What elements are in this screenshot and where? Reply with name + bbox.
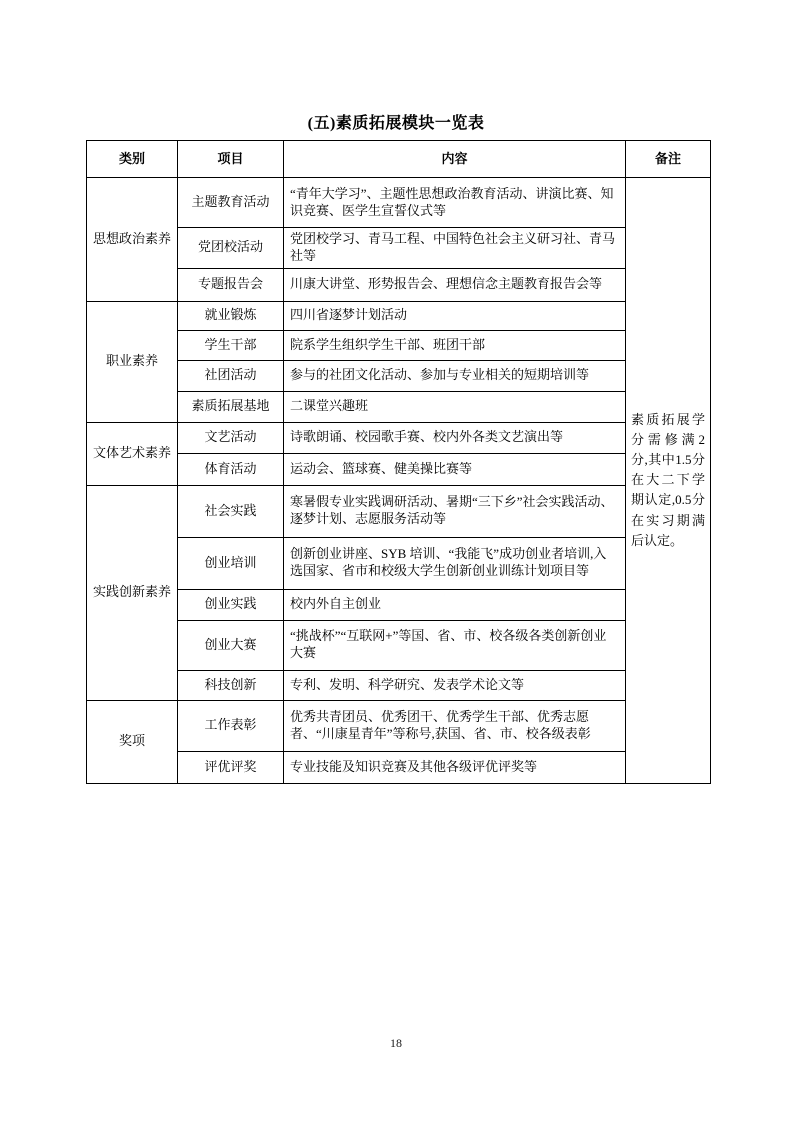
- project-cell: 创业实践: [178, 589, 284, 620]
- table-row: [87, 422, 711, 453]
- table-row: [87, 391, 711, 422]
- content-cell: 四川省逐梦计划活动: [284, 301, 626, 330]
- content-cell: 川康大讲堂、形势报告会、理想信念主题教育报告会等: [284, 268, 626, 301]
- project-cell: 专题报告会: [178, 268, 284, 301]
- table-header-row: [87, 141, 711, 178]
- quality-development-table: [86, 140, 711, 784]
- category-cell: 实践创新素养: [87, 485, 178, 700]
- remark-cell: [626, 178, 711, 784]
- table-row: [87, 453, 711, 485]
- table-row: [87, 360, 711, 391]
- project-cell: 就业锻炼: [178, 301, 284, 330]
- header-project: 项目: [178, 141, 284, 178]
- project-cell: 素质拓展基地: [178, 391, 284, 422]
- table-row: [87, 589, 711, 620]
- content-cell: 二课堂兴趣班: [284, 391, 626, 422]
- table-row: [87, 268, 711, 301]
- project-cell: 科技创新: [178, 670, 284, 700]
- project-cell: 学生干部: [178, 330, 284, 360]
- table-row: [87, 537, 711, 589]
- header-remark: 备注: [626, 141, 711, 178]
- category-cell: 职业素养: [87, 301, 178, 422]
- category-cell: 奖项: [87, 700, 178, 783]
- page-title: (五)素质拓展模块一览表: [307, 115, 485, 132]
- content-cell: 参与的社团文化活动、参加与专业相关的短期培训等: [284, 360, 626, 391]
- table-row: [87, 485, 711, 537]
- project-cell: 主题教育活动: [178, 178, 284, 228]
- header-content: 内容: [284, 141, 626, 178]
- table-row: [87, 330, 711, 360]
- table-row: [87, 228, 711, 269]
- project-cell: 文艺活动: [178, 422, 284, 453]
- project-cell: 创业大赛: [178, 620, 284, 670]
- project-cell: 社会实践: [178, 485, 284, 537]
- table-row: [87, 301, 711, 330]
- content-cell: 校内外自主创业: [284, 589, 626, 620]
- project-cell: 党团校活动: [178, 228, 284, 269]
- project-cell: 评优评奖: [178, 751, 284, 783]
- table-row: [87, 178, 711, 228]
- content-cell: 诗歌朗诵、校园歌手赛、校内外各类文艺演出等: [284, 422, 626, 453]
- content-cell: 党团校学习、青马工程、中国特色社会主义研习社、青马社等: [284, 228, 626, 269]
- project-cell: 创业培训: [178, 537, 284, 589]
- content-cell: “挑战杯”“互联网+”等国、省、市、校各级各类创新创业大赛: [284, 620, 626, 670]
- category-cell: 文体艺术素养: [87, 422, 178, 485]
- category-cell: 思想政治素养: [87, 178, 178, 302]
- header-category: 类别: [87, 141, 178, 178]
- table-row: [87, 620, 711, 670]
- content-cell: 优秀共青团员、优秀团干、优秀学生干部、优秀志愿者、“川康星青年”等称号,获国、省、市、校各级表彰: [284, 700, 626, 751]
- table-row: [87, 700, 711, 751]
- table-row: [87, 751, 711, 783]
- content-cell: 运动会、篮球赛、健美操比赛等: [284, 453, 626, 485]
- project-cell: 社团活动: [178, 360, 284, 391]
- page-number: 18: [390, 1036, 402, 1050]
- content-cell: 专业技能及知识竞赛及其他各级评优评奖等: [284, 751, 626, 783]
- project-cell: 体育活动: [178, 453, 284, 485]
- content-cell: 专利、发明、科学研究、发表学术论文等: [284, 670, 626, 700]
- content-cell: 院系学生组织学生干部、班团干部: [284, 330, 626, 360]
- project-cell: 工作表彰: [178, 700, 284, 751]
- content-cell: 创新创业讲座、SYB 培训、“我能飞”成功创业者培训,入选国家、省市和校级大学生创新创业训练计划项目等: [284, 537, 626, 589]
- table-row: [87, 670, 711, 700]
- content-cell: “青年大学习”、主题性思想政治教育活动、讲演比赛、知识竞赛、医学生宣誓仪式等: [284, 178, 626, 228]
- remark-text: 素质拓展学分需修满2分,其中1.5分在大二下学期认定,0.5分在实习期满后认定。: [631, 411, 705, 548]
- content-cell: 寒暑假专业实践调研活动、暑期“三下乡”社会实践活动、逐梦计划、志愿服务活动等: [284, 485, 626, 537]
